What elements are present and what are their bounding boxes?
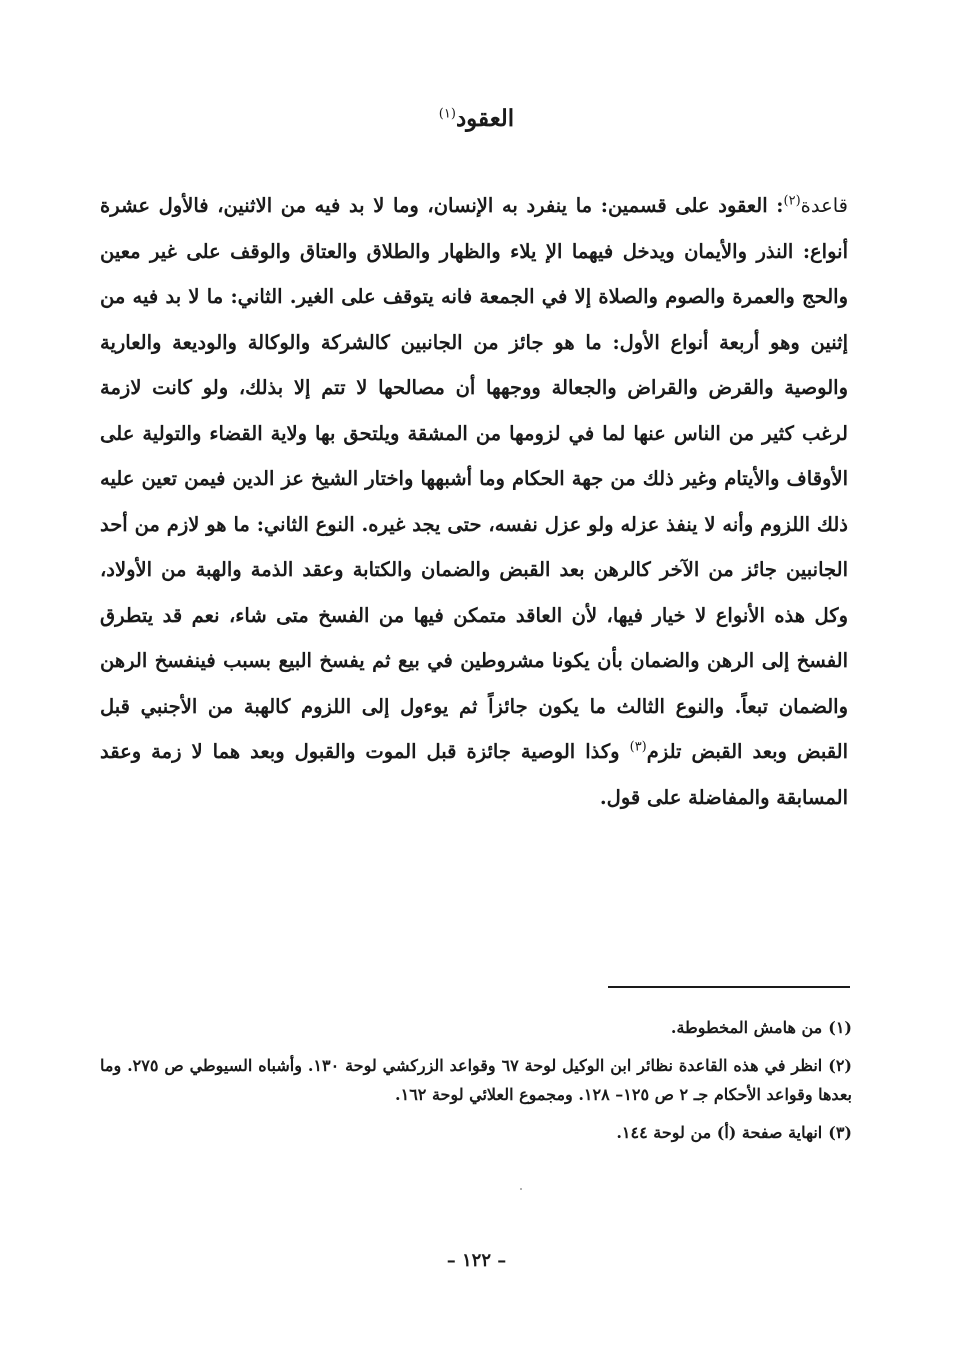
body-text-part-2: وكذا الوصية جائزة قبل الموت والقبول وبعد هما لا زمة وعقد المسابقة والمفاضلة على قول.	[100, 740, 848, 809]
footnote-divider	[608, 986, 850, 988]
body-text-part-1: : العقود على قسمين: ما ينفرد به الإنسان، وما لا بد فيه من الاثنين، فالأول عشرة أنواع: النذر والأيمان ويدخل فيهما الإ يلاء والظهار والطلاق والعتاق والوقف على غير معين والحج والعمرة والصوم والصلاة إلا في الجمعة فانه يتوقف على الغير. الثاني: ما لا بد فيه من إثنين وهو أربعة أنواع الأول: ما هو جائز من الجانبين كالشركة والوكالة والوديعة والعارية والوصية والقرض والقراض والجعالة ووجهها أن مصالحها لا تتم إلا بذلك، ولو كانت لازمة لرغب كثير من الناس عنها لما في لزومها من المشقة ويلتحق بها ولاية القضاء والتولية على الأوقاف والأيتام وغير ذلك من جهة الحكام وما أشبهها واختار الشيخ عز الدين فيمن تعين عليه ذلك اللزوم وأنه لا ينفذ عزله ولو عزل نفسه، حتى يجد غيره. النوع الثاني: ما هو لازم من أحد الجانبين جائز من الآخر كالرهن بعد القبض والضمان والكتابة وعقد الذمة والهبة من الأولاد، وكل هذه الأنواع لا خيار فيها، لأن العاقد متمكن فيها من الفسخ متى شاء، نعم قد يتطرق الفسخ إلى الرهن والضمان بأن يكونا مشروطين في بيع ثم يفسخ البيع بسبب فينفسخ الرهن والضمان تبعاً. والنوع الثالث ما يكون جائزاً ثم يوءول إلى اللزوم كالهبة من الأجنبي قبل القبض وبعد القبض تلزم	[100, 194, 848, 763]
page-title	[0, 105, 953, 132]
body-footnote-ref-3: (٣)	[629, 739, 647, 755]
footnote-text: انهاية صفحة (أ) من لوحة ١٤٤.	[616, 1123, 823, 1142]
title-text: العقود	[455, 105, 515, 132]
footnote-2	[100, 1051, 852, 1109]
footnote-text: انظر في هذه القاعدة نظائر ابن الوكيل لوحة ٦٧ وقواعد الزركشي لوحة ١٣٠. وأشباه السيوطي ص ٢٧٥. وما بعدها وقواعد الأحكام جـ ٢ ص ١٢٥– ١٢٨. ومجموع العلائي لوحة ١٦٢.	[100, 1056, 852, 1104]
rule-label: قاعدة	[800, 194, 848, 217]
footnote-3	[100, 1118, 852, 1147]
title-footnote-ref: (١)	[438, 106, 456, 122]
footnotes-section	[100, 1013, 852, 1156]
scan-speck	[520, 1188, 522, 1190]
footnote-1	[100, 1013, 852, 1042]
footnote-number: (١)	[828, 1018, 852, 1037]
footnote-number: (٢)	[828, 1056, 852, 1075]
rule-footnote-ref: (٢)	[783, 193, 801, 209]
footnote-number: (٣)	[828, 1123, 852, 1142]
body-paragraph	[100, 183, 848, 820]
footnote-text: من هامش المخطوطة.	[670, 1018, 823, 1037]
page-number: – ١٢٢ –	[446, 1250, 507, 1271]
